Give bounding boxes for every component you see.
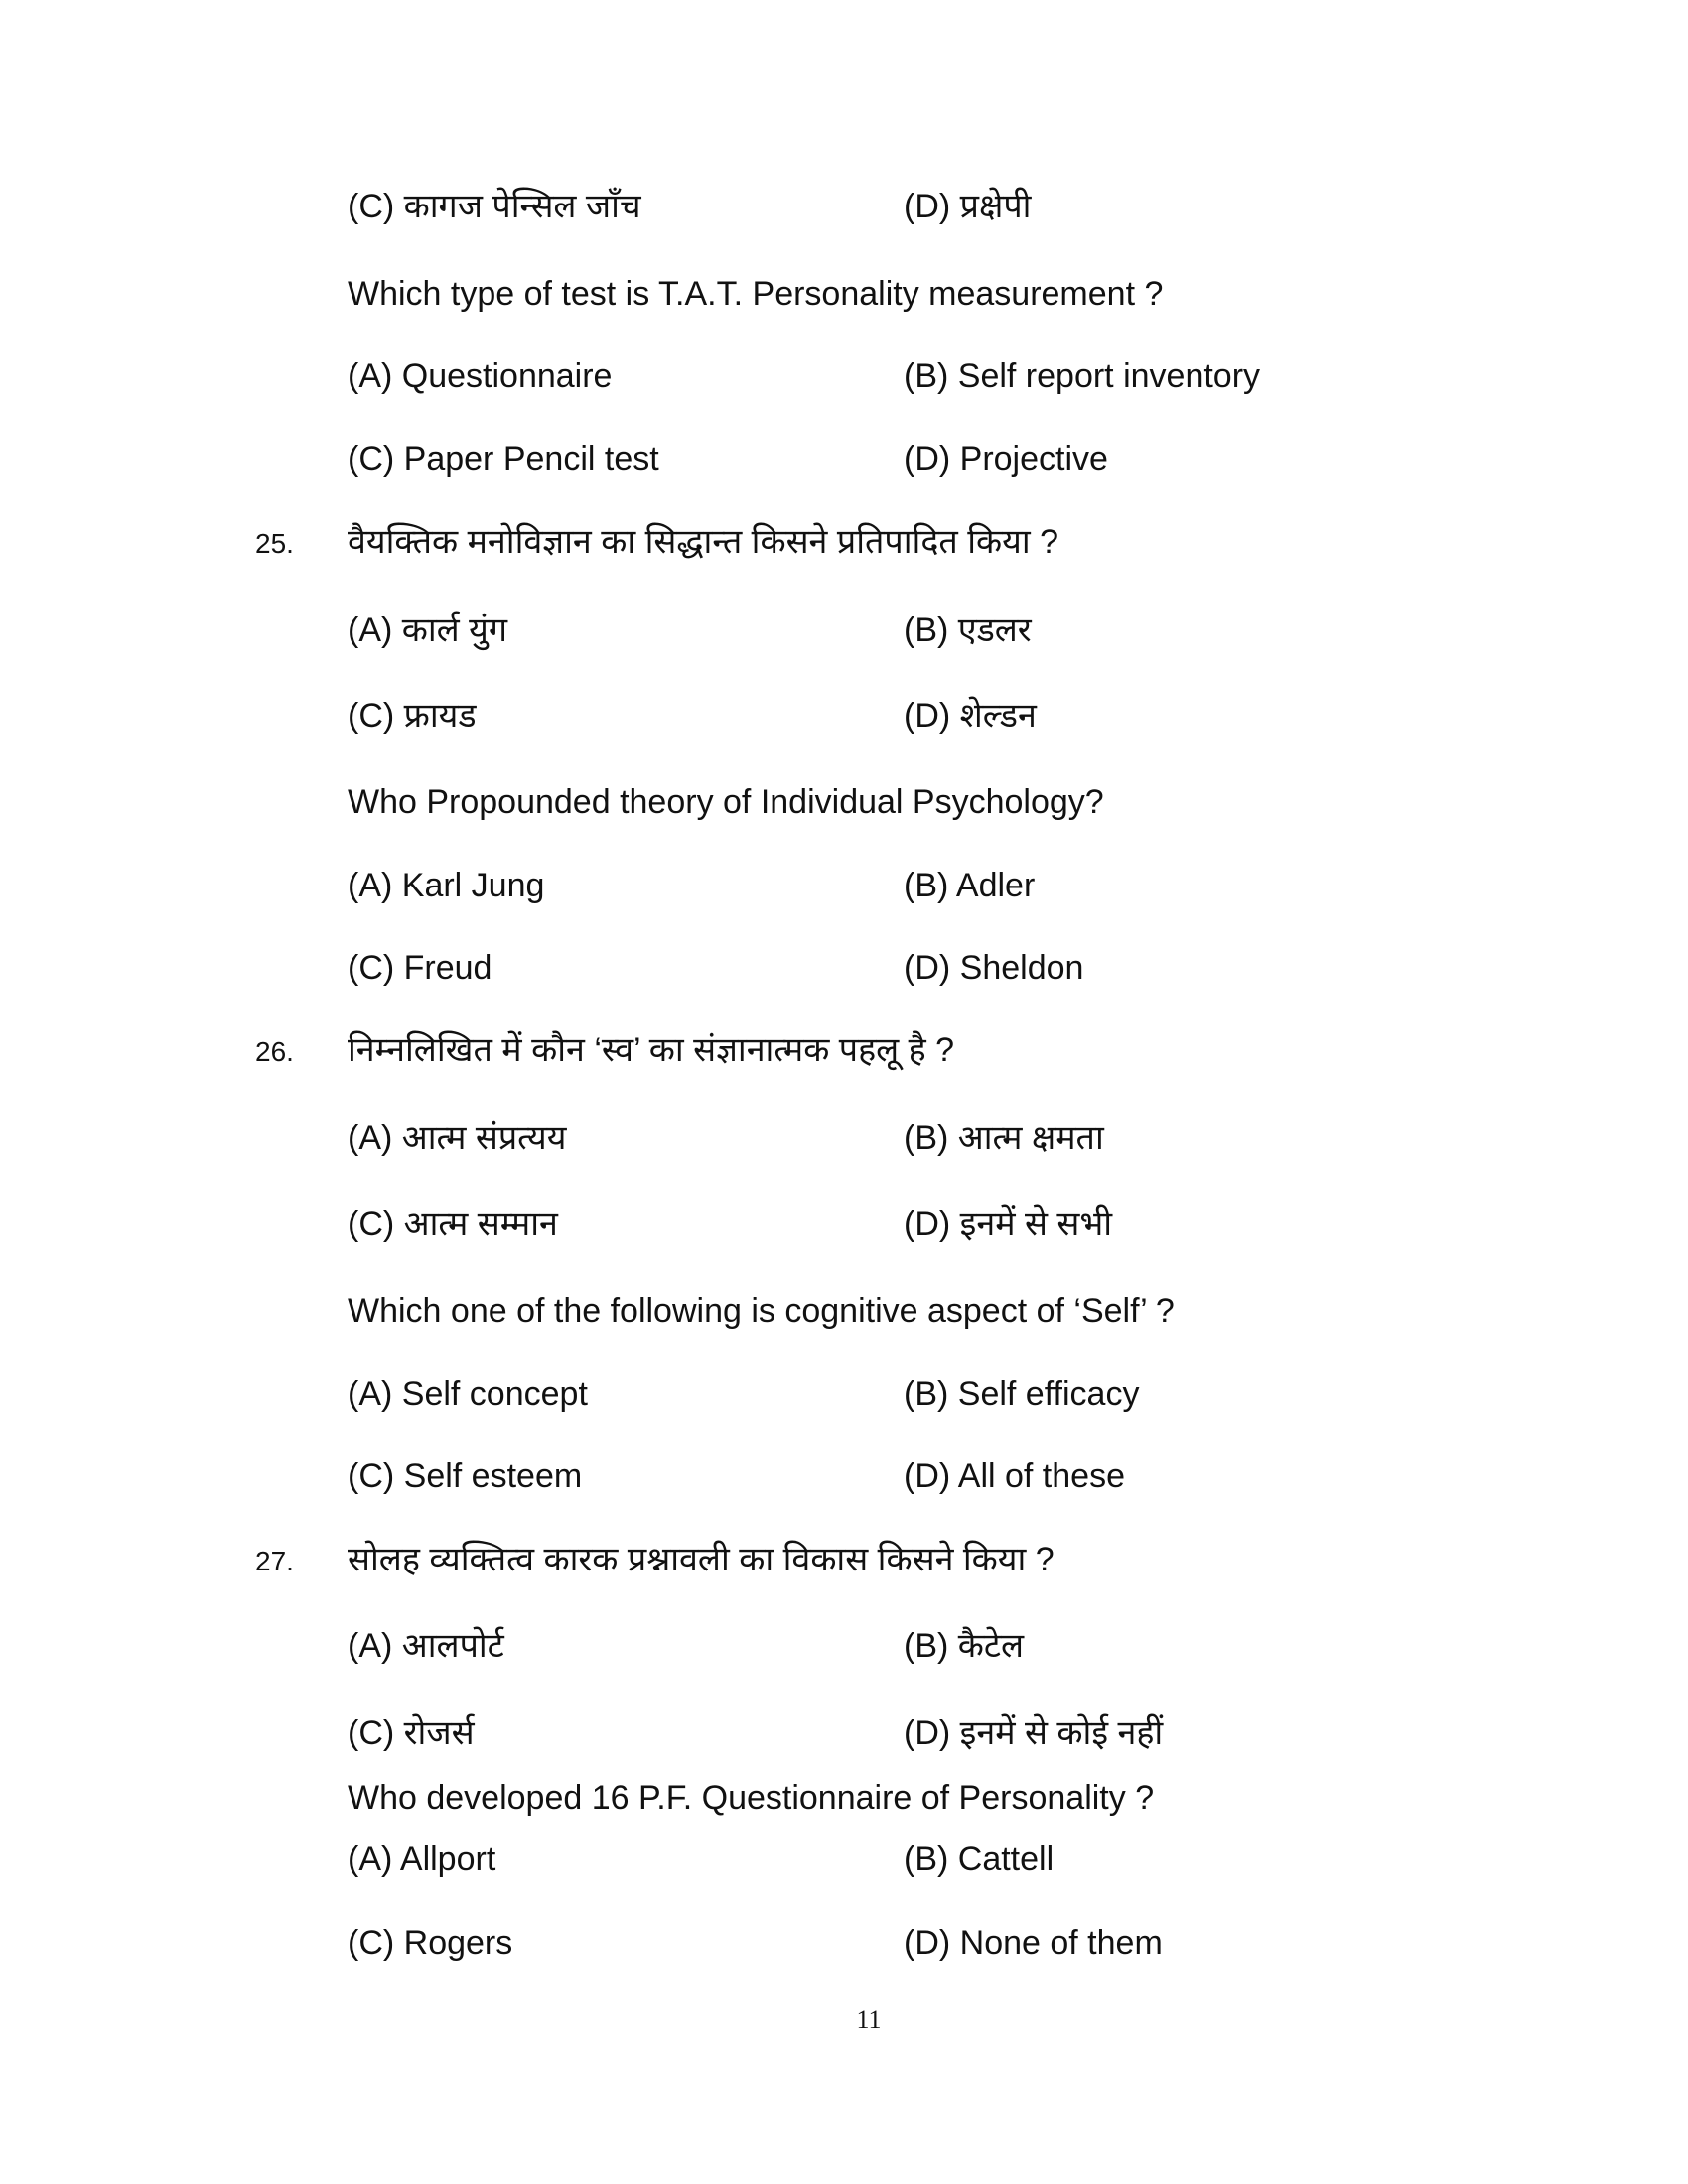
question-number: 26. [255,1036,294,1067]
option-c-hi: (C) रोजर्स [348,1714,475,1752]
option-b-en: (B) Self report inventory [904,357,1261,395]
option-a-en: (A) Allport [348,1841,496,1878]
option-a-hi: (A) कार्ल युंग [348,612,508,649]
option-c-hi: (C) फ्रायड [348,697,477,735]
option-d-en: (D) Projective [904,440,1108,478]
option-c-en: (C) Paper Pencil test [348,440,659,478]
question-en: Who Propounded theory of Individual Psychology? [348,783,1104,821]
page-number: 11 [856,2005,882,2034]
option-b-en: (B) Adler [904,867,1036,904]
question-hi: सोलह व्यक्तित्व कारक प्रश्नावली का विकास किसने किया ? [348,1541,1055,1578]
question-en: Who developed 16 P.F. Questionnaire of Personality ? [348,1779,1155,1817]
question-number: 27. [255,1546,294,1576]
option-d-hi: (D) इनमें से कोई नहीं [904,1714,1164,1752]
option-d-en: (D) Sheldon [904,949,1084,987]
question-hi: वैयक्तिक मनोविज्ञान का सिद्धान्त किसने प्रतिपादित किया ? [348,523,1059,561]
option-a-hi: (A) आत्म संप्रत्यय [348,1119,567,1157]
option-d-hi: (D) प्रक्षेपी [904,188,1032,225]
option-c-en: (C) Rogers [348,1924,513,1962]
option-b-hi: (B) कैटेल [904,1627,1025,1665]
option-a-en: (A) Questionnaire [348,357,613,395]
option-c-en: (C) Freud [348,949,492,987]
option-d-hi: (D) इनमें से सभी [904,1205,1113,1243]
option-a-en: (A) Self concept [348,1375,588,1413]
option-b-hi: (B) एडलर [904,612,1032,649]
option-c-en: (C) Self esteem [348,1457,583,1495]
option-d-en: (D) None of them [904,1924,1163,1962]
option-a-hi: (A) आलपोर्ट [348,1627,504,1665]
option-d-en: (D) All of these [904,1457,1125,1495]
option-b-en: (B) Cattell [904,1841,1055,1878]
question-hi: निम्नलिखित में कौन ‘स्व’ का संज्ञानात्मक पहलू है ? [348,1031,955,1069]
question-number: 25. [255,528,294,559]
option-c-hi: (C) आत्म सम्मान [348,1205,558,1243]
question-en: Which one of the following is cognitive aspect of ‘Self’ ? [348,1293,1175,1330]
question-en: Which type of test is T.A.T. Personality measurement ? [348,275,1164,313]
option-c-hi: (C) कागज पेन्सिल जाँच [348,188,641,225]
option-b-en: (B) Self efficacy [904,1375,1140,1413]
option-a-en: (A) Karl Jung [348,867,545,904]
option-d-hi: (D) शेल्डन [904,697,1037,735]
option-b-hi: (B) आत्म क्षमता [904,1119,1104,1157]
